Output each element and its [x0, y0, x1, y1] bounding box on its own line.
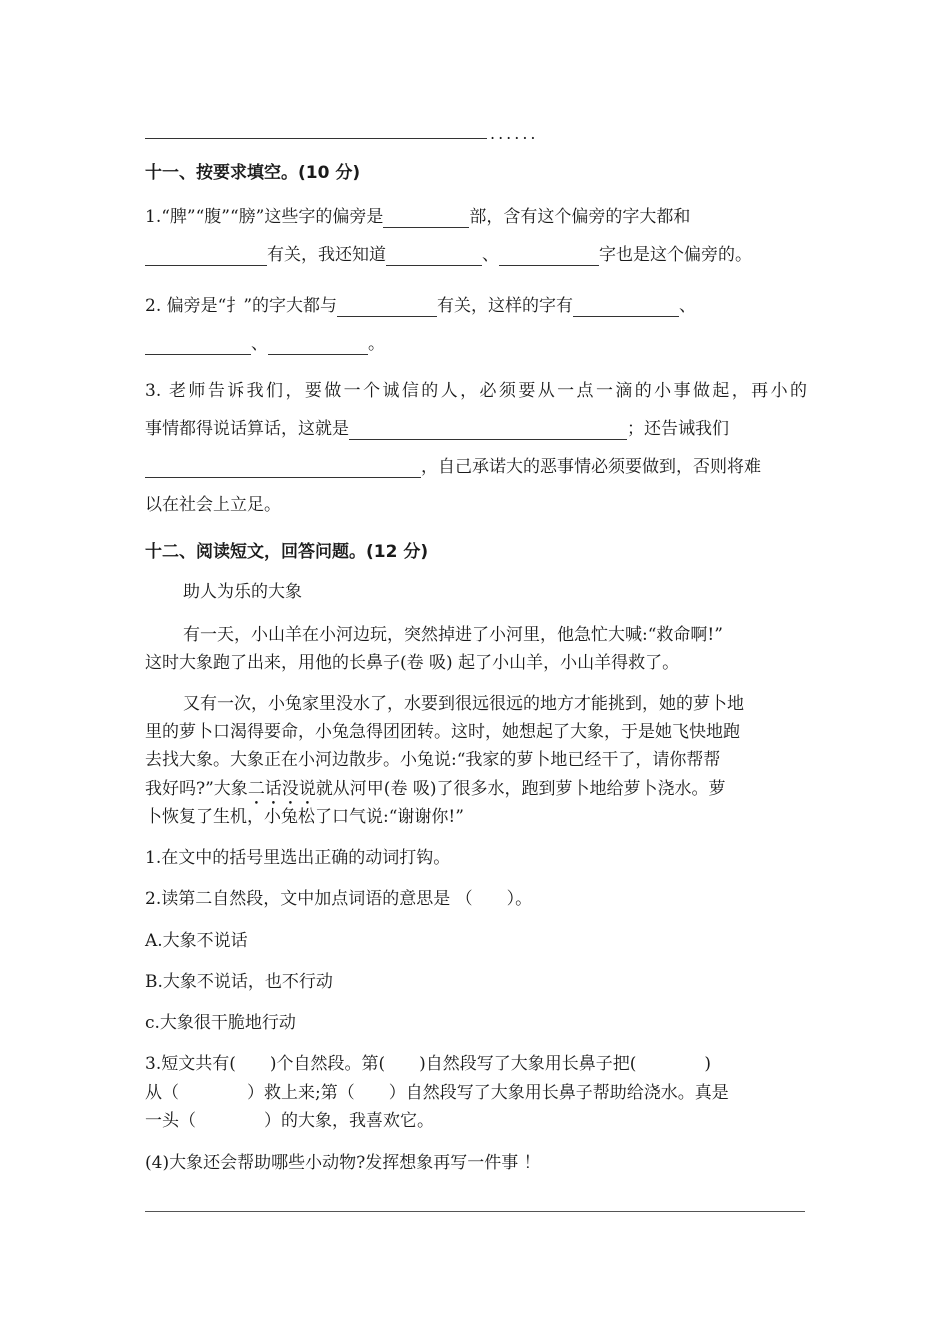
para1-line1: 有一天，小山羊在小河边玩，突然掉进了小河里，他急忙大喊:“救命啊!”: [183, 625, 723, 645]
q11-1-blank-radical[interactable]: [383, 209, 469, 228]
q11-3-text-b: 事情都得说话算话，这就是: [145, 419, 349, 439]
para1-line2: 这时大象跑了出来，用他的长鼻子(卷 吸) 起了小山羊，小山羊得救了。: [145, 653, 680, 673]
section-12-heading: 十二、阅读短文，回答问题。(12 分): [145, 542, 429, 562]
para2-line5: 卜恢复了生机，小兔松了口气说:“谢谢你!”: [145, 807, 464, 827]
q12-2-option-a[interactable]: A.大象不说话: [145, 931, 248, 951]
q11-1-blank-char2[interactable]: [499, 247, 599, 266]
q12-3-line1: 3.短文共有( )个自然段。第( )自然段写了大象用长鼻子把( ): [145, 1054, 712, 1074]
q11-2-text-e: 。: [368, 334, 385, 354]
para2-line4-b: 就从河甲(卷 吸)了很多水，跑到萝卜地给萝卜浇水。萝: [315, 779, 726, 799]
para2-line1: 又有一次，小兔家里没水了，水要到很远很远的地方才能挑到，她的萝卜地: [183, 694, 744, 714]
q11-2-text-c: 、: [679, 296, 697, 316]
q12-2-option-b[interactable]: B.大象不说话，也不行动: [145, 972, 333, 992]
q11-2-line2: [145, 333, 385, 355]
q11-2-blank-meaning[interactable]: [337, 298, 437, 317]
q11-2-blank-char2[interactable]: [145, 336, 251, 355]
para2-line3: 去找大象。大象正在小河边散步。小兔说:“我家的萝卜地已经干了，请你帮帮: [145, 750, 721, 770]
q11-1-text-b: 部，含有这个偏旁的字大都和: [469, 207, 691, 227]
q11-3-text-c: ；还告诫我们: [627, 419, 729, 439]
q11-3-blank-idiom1[interactable]: [349, 421, 627, 440]
q12-1: 1.在文中的括号里选出正确的动词打钩。: [145, 848, 451, 868]
q11-1-line1: [145, 206, 690, 228]
q12-3-line2: 从（ ）救上来;第（ ）自然段写了大象用长鼻子帮助给浇水。真是: [145, 1083, 729, 1103]
q12-2: 2.读第二自然段，文中加点词语的意思是 （ ）。: [145, 889, 533, 909]
q12-3-line3: 一头（ ）的大象，我喜欢它。: [145, 1111, 434, 1131]
para2-line2: 里的萝卜口渴得要命，小兔急得团团转。这时，她想起了大象，于是她飞快地跑: [145, 722, 740, 742]
q11-3-text-e: 以在社会上立足。: [145, 495, 281, 515]
q11-3-line4: [145, 494, 281, 516]
q11-3-line1: [145, 380, 807, 402]
q11-2-line1: [145, 295, 696, 317]
dotted-phrase: 二话没说: [247, 779, 316, 799]
q11-1-text-e: 字也是这个偏旁的。: [599, 245, 752, 265]
q11-1-text-d: 、: [482, 245, 499, 265]
trailing-dots: ......: [490, 124, 539, 143]
q11-2-text-b: 有关，这样的字有: [437, 296, 574, 316]
answer-line-bottom[interactable]: [145, 1211, 805, 1212]
q11-1-blank-char1[interactable]: [386, 247, 482, 266]
para2-line4-a: 我好吗?”大象: [145, 779, 248, 799]
q11-3-blank-idiom2[interactable]: [145, 459, 421, 478]
answer-line-top: [145, 138, 487, 139]
q11-3-line2: [145, 418, 729, 440]
q11-3-line3: [145, 456, 761, 478]
q11-3-text-a: 3. 老师告诉我们，要做一个诚信的人，必须要从一点一滴的小事做起，再小的: [145, 381, 807, 401]
q11-1-text-a: 1.“脾”“腹”“膀”这些字的偏旁是: [145, 207, 384, 227]
q11-1-line2: [145, 244, 752, 266]
q11-1-blank-meaning[interactable]: [145, 247, 267, 266]
q11-2-text-a: 2. 偏旁是“扌”的字大都与: [145, 296, 338, 316]
q11-2-blank-char3[interactable]: [268, 336, 368, 355]
story-title: 助人为乐的大象: [183, 582, 302, 602]
q11-1-text-c: 有关，我还知道: [267, 245, 386, 265]
q11-2-text-d: 、: [251, 334, 268, 354]
para2-line4: [145, 778, 725, 809]
section-11-heading: 十一、按要求填空。(10 分): [145, 163, 361, 183]
q12-2-option-c[interactable]: c.大象很干脆地行动: [145, 1013, 296, 1033]
q12-4: (4)大象还会帮助哪些小动物?发挥想象再写一件事 ！: [145, 1153, 541, 1173]
q11-2-blank-char1[interactable]: [573, 298, 679, 317]
q11-3-text-d: ，自己承诺大的恶事情必须要做到，否则将难: [421, 457, 761, 477]
